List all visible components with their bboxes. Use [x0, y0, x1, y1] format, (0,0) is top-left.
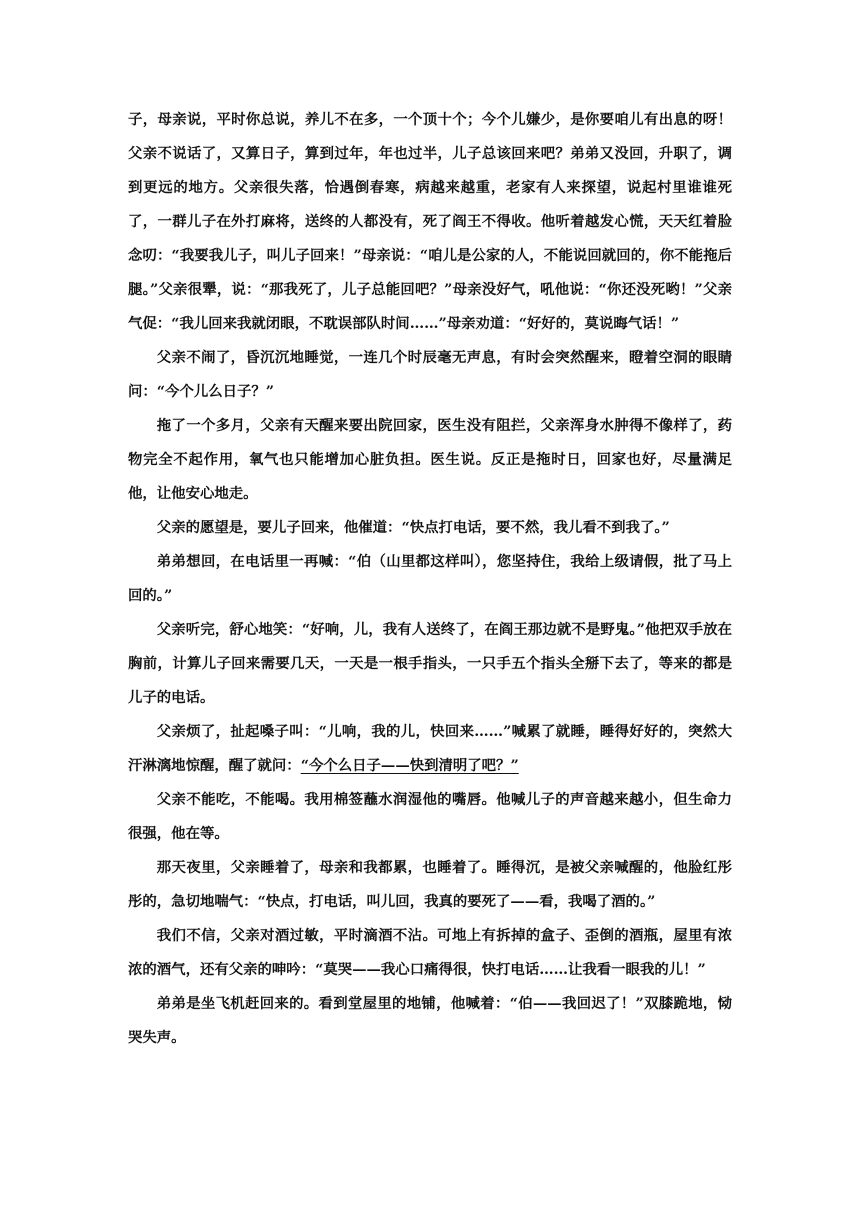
paragraph-9: 那天夜里，父亲睡着了，母亲和我都累，也睡着了。睡得沉，是被父亲喊醒的，他脸红彤彤的，急切地喘气：“快点，打电话，叫儿回，我真的要死了——看，我喝了酒的。”: [128, 859, 732, 910]
paragraph-5: 弟弟想回，在电话里一再喊：“伯（山里都这样叫），您坚持住，我给上级请假，批了马上回的。”: [128, 553, 732, 604]
paragraph-6: 父亲听完，舒心地笑：“好响，儿，我有人送终了，在阎王那边就不是野鬼。”他把双手放在胸前，计算儿子回来需要几天，一天是一根手指头，一只手五个指头全掰下去了，等来的都是儿子的电话。: [128, 621, 732, 706]
underlined-question: “今个么日子——快到清明了吧？”: [300, 757, 519, 774]
paragraph-8: 父亲不能吃，不能喝。我用棉签蘸水润湿他的嘴唇。他喊儿子的声音越来越小，但生命力很强，他在等。: [128, 791, 732, 842]
paragraph-3: 拖了一个多月，父亲有天醒来要出院回家，医生没有阻拦，父亲浑身水肿得不像样了，药物完全不起作用，氧气也只能增加心脏负担。医生说。反正是拖时日，回家也好，尽量满足他，让他安心地走。: [128, 417, 732, 502]
paragraph-11: 弟弟是坐飞机赶回来的。看到堂屋里的地铺，他喊着：“伯——我回迟了！”双膝跪地，恸哭失声。: [128, 995, 732, 1046]
paragraph-7: [128, 715, 732, 783]
paragraph-4: 父亲的愿望是，要儿子回来，他催道：“快点打电话，要不然，我儿看不到我了。”: [156, 519, 670, 536]
paragraph-10: 我们不信，父亲对酒过敏，平时滴酒不沾。可地上有拆掉的盒子、歪倒的酒瓶，屋里有浓浓的酒气，还有父亲的呻吟：“莫哭——我心口痛得很，快打电话……让我看一眼我的儿！”: [128, 927, 732, 978]
paragraph-1: 子，母亲说，平时你总说，养儿不在多，一个顶十个；今个儿嫌少，是你要咱儿有出息的呀！父亲不说话了，又算日子，算到过年，年也过半，儿子总该回来吧？弟弟又没回，升职了，调到更远的地方。父亲很失落，恰遇倒春寒，病越来越重，老家有人来探望，说起村里谁谁死了，一群儿子在外打麻将，送终的人都没有，死了阎王不得收。他听着越发心慌，天天红着脸念叨：“我要我儿子，叫儿子回来！”母亲说：“咱儿是公家的人，不能说回就回的，你不能拖后腿。”父亲很犟，说：“那我死了，儿子总能回吧？”母亲没好气，吼他说：“你还没死哟！”父亲气促：“我儿回来我就闭眼，不耽误部队时间……”母亲劝道：“好好的，莫说晦气话！”: [128, 111, 732, 332]
document-body: [128, 103, 732, 1055]
paragraph-7-text: 父亲烦了，扯起嗓子叫：“儿响，我的儿，快回来……”喊累了就睡，睡得好好的，突然大汗淋漓地惊醒，醒了就问：: [128, 723, 732, 774]
paragraph-2: 父亲不闹了，昏沉沉地睡觉，一连几个时辰毫无声息，有时会突然醒来，瞪着空洞的眼睛问：“今个儿么日子？”: [128, 349, 732, 400]
